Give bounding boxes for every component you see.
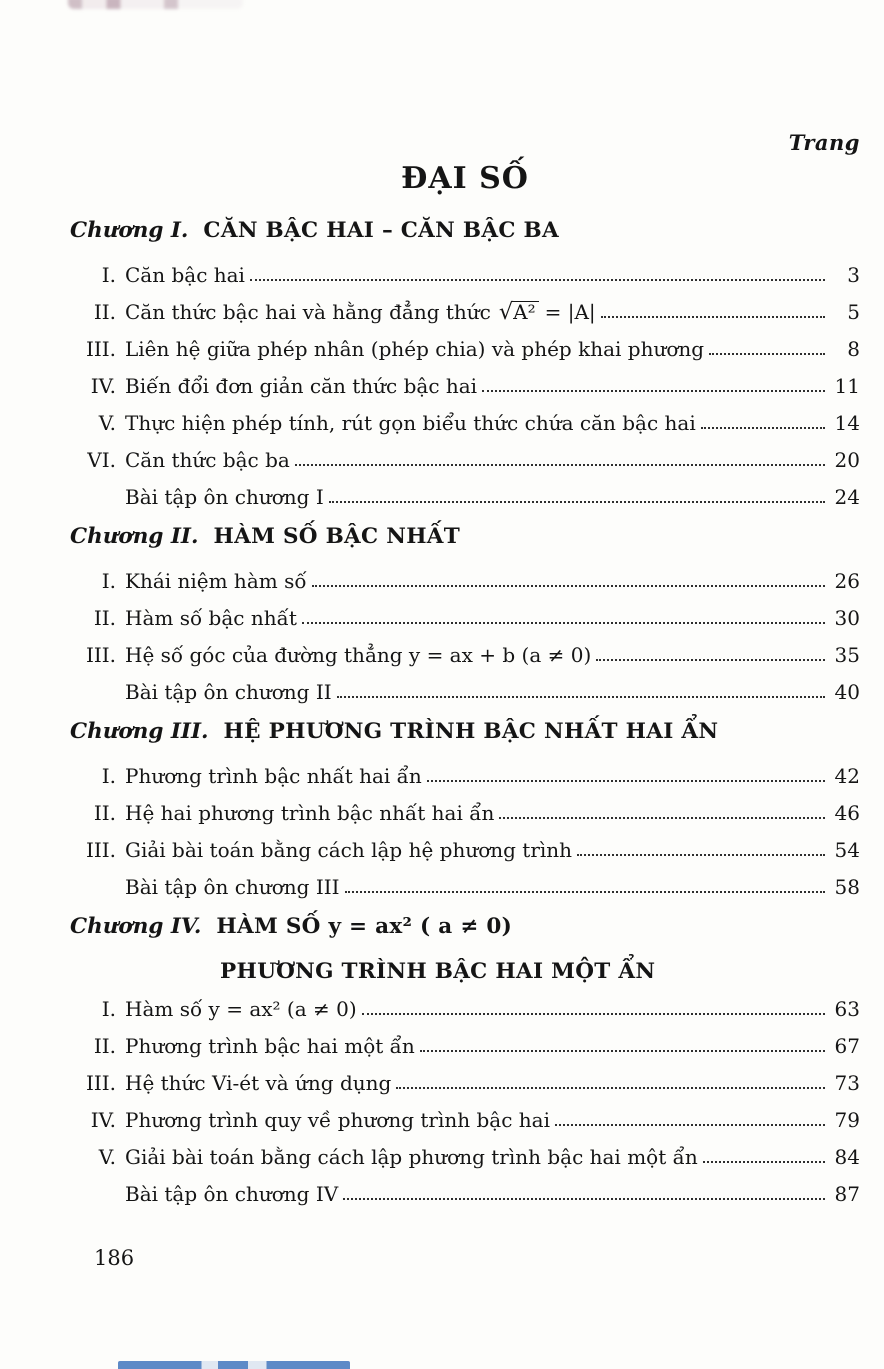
item-title: Hàm số y = ax² (a ≠ 0) — [125, 996, 357, 1021]
item-number: III. — [85, 336, 116, 361]
toc-item — [70, 293, 860, 330]
item-title: Phương trình quy về phương trình bậc hai — [125, 1107, 550, 1132]
item-number: III. — [85, 837, 116, 862]
chapter-4 — [70, 914, 860, 1212]
item-number: I. — [101, 568, 116, 593]
dot-leader — [601, 316, 825, 318]
dot-leader — [420, 1050, 825, 1052]
item-page: 8 — [847, 336, 860, 361]
item-page: 58 — [834, 874, 860, 899]
item-title: Giải bài toán bằng cách lập phương trình bậc hai một ẩn — [125, 1144, 698, 1169]
chapter-title-line2: PHƯƠNG TRÌNH BẬC HAI MỘT ẨN — [220, 958, 656, 984]
chapter-heading — [70, 719, 860, 757]
item-page: 26 — [834, 568, 860, 593]
toc-item — [70, 1027, 860, 1064]
item-page: 87 — [834, 1181, 860, 1206]
toc-item — [70, 757, 860, 794]
dot-leader — [427, 780, 825, 782]
dot-leader — [295, 464, 825, 466]
toc-item-review — [70, 478, 860, 515]
item-page: 40 — [834, 679, 860, 704]
item-page: 42 — [834, 763, 860, 788]
toc-item — [70, 404, 860, 441]
dot-leader — [555, 1124, 825, 1126]
item-number: V. — [98, 1144, 116, 1169]
item-page: 5 — [847, 299, 860, 324]
item-page: 79 — [834, 1107, 860, 1132]
item-page: 30 — [834, 605, 860, 630]
item-number: II. — [93, 605, 116, 630]
dot-leader — [701, 427, 825, 429]
radicand: A² — [512, 301, 538, 323]
chapter-3 — [70, 719, 860, 905]
item-number: II. — [93, 299, 116, 324]
chapter-label: Chương III. — [70, 719, 209, 744]
dot-leader — [337, 696, 825, 698]
dot-leader — [709, 353, 825, 355]
item-number: III. — [85, 642, 116, 667]
toc-item-review — [70, 673, 860, 710]
sqrt-expression — [499, 299, 539, 325]
toc-item — [70, 256, 860, 293]
chapter-heading — [70, 218, 860, 256]
dot-leader — [329, 501, 825, 503]
dot-leader — [302, 622, 825, 624]
chapter-title: HÀM SỐ BẬC NHẤT — [213, 524, 461, 549]
toc-item-review — [70, 1175, 860, 1212]
item-page: 11 — [834, 373, 860, 398]
dot-leader — [499, 817, 825, 819]
chapter-label: Chương IV. — [70, 914, 202, 939]
chapter-label: Chương II. — [70, 524, 199, 549]
chapter-2 — [70, 524, 860, 710]
chapter-label: Chương I. — [70, 218, 189, 243]
item-number: VI. — [87, 447, 116, 472]
toc-item — [70, 330, 860, 367]
toc-item — [70, 1101, 860, 1138]
dot-leader — [362, 1013, 825, 1015]
dot-leader — [596, 659, 825, 661]
item-page: 3 — [847, 262, 860, 287]
item-title: Bài tập ôn chương II — [125, 679, 332, 704]
chapter-title: CĂN BẬC HAI – CĂN BẬC BA — [203, 218, 560, 243]
toc-item — [70, 441, 860, 478]
equation-rhs: = |A| — [544, 299, 596, 324]
dot-leader — [577, 854, 825, 856]
dot-leader — [482, 390, 825, 392]
toc-item — [70, 562, 860, 599]
item-number: II. — [93, 1033, 116, 1058]
dot-leader — [343, 1198, 825, 1200]
item-title-text: Căn thức bậc hai và hằng đẳng thức — [125, 299, 491, 324]
item-title: Biến đổi đơn giản căn thức bậc hai — [125, 373, 478, 398]
toc-item — [70, 831, 860, 868]
item-title: Phương trình bậc nhất hai ẩn — [125, 763, 422, 788]
chapter-heading — [70, 914, 860, 952]
item-number: I. — [101, 996, 116, 1021]
item-title: Bài tập ôn chương I — [125, 484, 324, 509]
toc-item-review — [70, 868, 860, 905]
dot-leader — [250, 279, 825, 281]
radical-sign-icon: √ — [498, 298, 514, 325]
item-page: 20 — [834, 447, 860, 472]
item-page: 63 — [834, 996, 860, 1021]
item-page: 35 — [834, 642, 860, 667]
item-number: I. — [101, 262, 116, 287]
item-title: Hệ số góc của đường thẳng y = ax + b (a ≠ 0) — [125, 642, 592, 667]
scan-smudge-artifact — [68, 0, 243, 9]
item-number: I. — [101, 763, 116, 788]
item-number: V. — [98, 410, 116, 435]
dot-leader — [396, 1087, 825, 1089]
dot-leader — [312, 585, 825, 587]
chapter-title: HỆ PHƯƠNG TRÌNH BẬC NHẤT HAI ẨN — [223, 719, 719, 744]
item-page: 54 — [834, 837, 860, 862]
item-title: Căn bậc hai — [125, 262, 245, 287]
item-page: 14 — [834, 410, 860, 435]
toc-item — [70, 367, 860, 404]
item-title: Phương trình bậc hai một ẩn — [125, 1033, 415, 1058]
item-title: Hệ thức Vi-ét và ứng dụng — [125, 1070, 392, 1095]
item-number: III. — [85, 1070, 116, 1095]
item-title: Liên hệ giữa phép nhân (phép chia) và phép khai phương — [125, 336, 705, 361]
item-title: Hệ hai phương trình bậc nhất hai ẩn — [125, 800, 495, 825]
item-page: 84 — [834, 1144, 860, 1169]
item-number: II. — [93, 800, 116, 825]
item-page: 67 — [834, 1033, 860, 1058]
item-title: Khái niệm hàm số — [125, 568, 307, 593]
toc-item — [70, 1138, 860, 1175]
toc-item — [70, 1064, 860, 1101]
item-page: 24 — [834, 484, 860, 509]
dot-leader — [345, 891, 825, 893]
chapter-1 — [70, 218, 860, 515]
toc-item — [70, 599, 860, 636]
chapter-title: HÀM SỐ y = ax² ( a ≠ 0) — [216, 914, 513, 939]
item-title: Bài tập ôn chương IV — [125, 1181, 339, 1206]
dot-leader — [703, 1161, 825, 1163]
toc-item — [70, 794, 860, 831]
chapter-heading — [70, 524, 860, 562]
item-page: 46 — [834, 800, 860, 825]
item-title: Bài tập ôn chương III — [125, 874, 340, 899]
page-number: 186 — [94, 1246, 135, 1270]
item-number: IV. — [90, 1107, 116, 1132]
item-title: Giải bài toán bằng cách lập hệ phương trình — [125, 837, 573, 862]
item-title: Thực hiện phép tính, rút gọn biểu thức chứa căn bậc hai — [125, 410, 696, 435]
scan-edge-artifact — [118, 1361, 350, 1369]
item-title: Hàm số bậc nhất — [125, 605, 297, 630]
toc-item — [70, 990, 860, 1027]
item-title — [125, 299, 596, 325]
item-title: Căn thức bậc ba — [125, 447, 290, 472]
item-page: 73 — [834, 1070, 860, 1095]
toc-item — [70, 636, 860, 673]
item-number: IV. — [90, 373, 116, 398]
running-head: Trang — [788, 130, 860, 155]
part-title: ĐẠI SỐ — [401, 161, 529, 196]
